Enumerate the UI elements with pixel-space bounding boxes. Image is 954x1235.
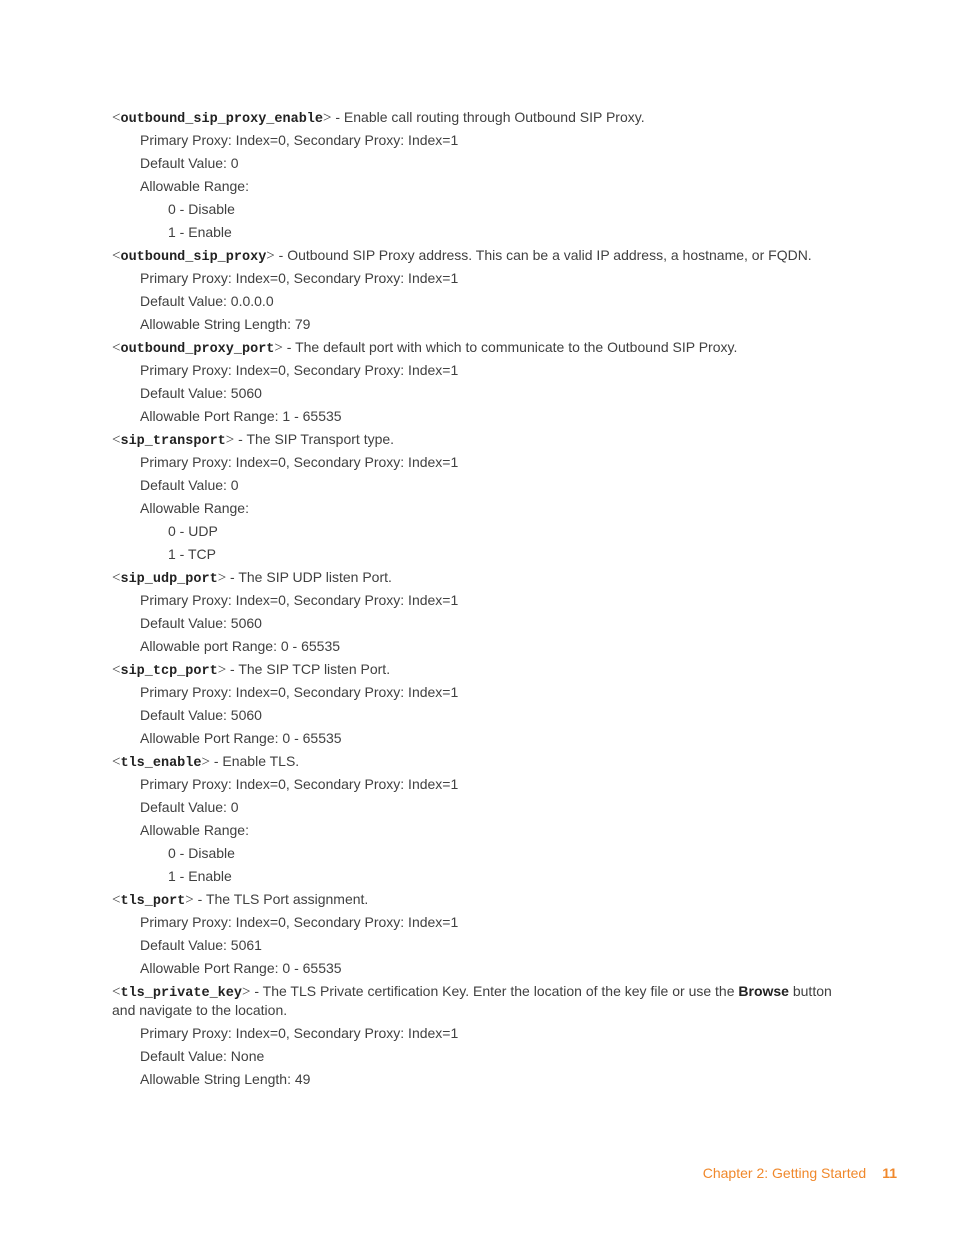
parameter-detail: Primary Proxy: Index=0, Secondary Proxy: Index=1 bbox=[140, 1025, 459, 1041]
parameter-heading bbox=[112, 888, 832, 911]
open-bracket: < bbox=[112, 754, 121, 770]
parameter-detail: Allowable Port Range: 1 - 65535 bbox=[140, 408, 342, 424]
parameter-name: outbound_proxy_port bbox=[120, 342, 275, 357]
parameter-detail: Allowable Port Range: 0 - 65535 bbox=[140, 730, 342, 746]
document-body bbox=[112, 106, 832, 1091]
parameter-description: - The TLS Port assignment. bbox=[193, 891, 369, 907]
parameter-detail: Allowable Port Range: 0 - 65535 bbox=[140, 960, 342, 976]
parameter-detail: Default Value: 5060 bbox=[140, 707, 262, 723]
parameter-heading bbox=[112, 566, 832, 589]
parameter-description: - The default port with which to communicate to the Outbound SIP Proxy. bbox=[282, 339, 738, 355]
parameter-detail: Allowable Range: bbox=[140, 178, 249, 194]
chapter-title: Chapter 2: Getting Started bbox=[702, 1165, 867, 1181]
parameter-detail: Allowable String Length: 49 bbox=[140, 1071, 311, 1087]
open-bracket: < bbox=[112, 340, 121, 356]
parameter-description: - Enable call routing through Outbound SIP Proxy. bbox=[331, 109, 645, 125]
parameter-heading bbox=[112, 428, 832, 451]
parameter-description-tail: button and navigate to the location. bbox=[112, 983, 832, 1018]
parameter-detail: Allowable Range: bbox=[140, 822, 249, 838]
parameter-entry bbox=[112, 566, 832, 658]
parameter-heading bbox=[112, 336, 832, 359]
parameter-detail: Allowable port Range: 0 - 65535 bbox=[140, 638, 341, 654]
parameter-heading bbox=[112, 244, 832, 267]
parameter-heading bbox=[112, 750, 832, 773]
range-option: 0 - Disable bbox=[168, 201, 235, 217]
parameter-heading bbox=[112, 106, 832, 129]
parameter-name: sip_tcp_port bbox=[120, 664, 218, 679]
parameter-list bbox=[112, 106, 832, 980]
parameter-name: sip_transport bbox=[120, 434, 226, 449]
range-option: 1 - Enable bbox=[168, 224, 232, 240]
parameter-entry bbox=[112, 888, 832, 980]
open-bracket: < bbox=[112, 248, 121, 264]
parameter-entry bbox=[112, 980, 832, 1091]
parameter-entry bbox=[112, 106, 832, 244]
parameter-description: - Outbound SIP Proxy address. This can be a valid IP address, a hostname, or FQDN. bbox=[274, 247, 812, 263]
parameter-detail: Primary Proxy: Index=0, Secondary Proxy: Index=1 bbox=[140, 776, 459, 792]
parameter-name: tls_enable bbox=[120, 756, 202, 771]
parameter-entry bbox=[112, 658, 832, 750]
parameter-entry bbox=[112, 336, 832, 428]
parameter-description: - The SIP UDP listen Port. bbox=[226, 569, 392, 585]
parameter-detail: Default Value: 0 bbox=[140, 799, 239, 815]
parameter-name: outbound_sip_proxy_enable bbox=[120, 112, 324, 127]
range-option: 1 - Enable bbox=[168, 868, 232, 884]
page-number: 11 bbox=[882, 1165, 897, 1181]
parameter-detail: Primary Proxy: Index=0, Secondary Proxy: Index=1 bbox=[140, 914, 459, 930]
range-option: 1 - TCP bbox=[168, 546, 216, 562]
parameter-entry bbox=[112, 244, 832, 336]
page-footer bbox=[703, 1163, 897, 1183]
close-bracket: > bbox=[274, 340, 283, 356]
parameter-description: - The SIP Transport type. bbox=[234, 431, 395, 447]
close-bracket: > bbox=[323, 110, 332, 126]
parameter-description: - Enable TLS. bbox=[209, 753, 300, 769]
parameter-name: sip_udp_port bbox=[120, 572, 218, 587]
range-option: 0 - Disable bbox=[168, 845, 235, 861]
parameter-detail: Primary Proxy: Index=0, Secondary Proxy: Index=1 bbox=[140, 270, 459, 286]
open-bracket: < bbox=[112, 570, 121, 586]
close-bracket: > bbox=[266, 248, 275, 264]
parameter-detail: Primary Proxy: Index=0, Secondary Proxy: Index=1 bbox=[140, 132, 459, 148]
parameter-detail: Default Value: 0 bbox=[140, 155, 239, 171]
parameter-detail: Primary Proxy: Index=0, Secondary Proxy: Index=1 bbox=[140, 454, 459, 470]
open-bracket: < bbox=[112, 662, 121, 678]
parameter-detail: Default Value: None bbox=[140, 1048, 265, 1064]
parameter-detail: Default Value: 0 bbox=[140, 477, 239, 493]
browse-label: Browse bbox=[738, 983, 789, 999]
close-bracket: > bbox=[217, 570, 227, 586]
parameter-detail: Default Value: 5060 bbox=[140, 385, 262, 401]
open-bracket: < bbox=[112, 984, 121, 1000]
parameter-detail: Default Value: 5061 bbox=[140, 937, 262, 953]
parameter-detail: Primary Proxy: Index=0, Secondary Proxy: Index=1 bbox=[140, 684, 459, 700]
range-option: 0 - UDP bbox=[168, 523, 218, 539]
close-bracket: > bbox=[225, 432, 235, 448]
parameter-description: - The TLS Private certification Key. Enter the location of the key file or use the bbox=[250, 983, 739, 999]
parameter-name: outbound_sip_proxy bbox=[120, 250, 267, 265]
parameter-heading bbox=[112, 658, 832, 681]
parameter-name: tls_port bbox=[120, 894, 186, 909]
parameter-description: - The SIP TCP listen Port. bbox=[226, 661, 391, 677]
parameter-entry bbox=[112, 428, 832, 566]
parameter-detail: Primary Proxy: Index=0, Secondary Proxy: Index=1 bbox=[140, 592, 459, 608]
parameter-detail: Default Value: 5060 bbox=[140, 615, 262, 631]
open-bracket: < bbox=[112, 892, 121, 908]
close-bracket: > bbox=[217, 662, 227, 678]
close-bracket: > bbox=[201, 754, 210, 770]
parameter-heading bbox=[112, 980, 832, 1022]
parameter-detail: Primary Proxy: Index=0, Secondary Proxy: Index=1 bbox=[140, 362, 459, 378]
close-bracket: > bbox=[185, 892, 194, 908]
open-bracket: < bbox=[112, 110, 121, 126]
close-bracket: > bbox=[242, 984, 251, 1000]
parameter-detail: Allowable Range: bbox=[140, 500, 249, 516]
parameter-detail: Allowable String Length: 79 bbox=[140, 316, 311, 332]
open-bracket: < bbox=[112, 432, 121, 448]
parameter-name: tls_private_key bbox=[120, 986, 242, 1001]
parameter-detail: Default Value: 0.0.0.0 bbox=[140, 293, 274, 309]
parameter-entry bbox=[112, 750, 832, 888]
